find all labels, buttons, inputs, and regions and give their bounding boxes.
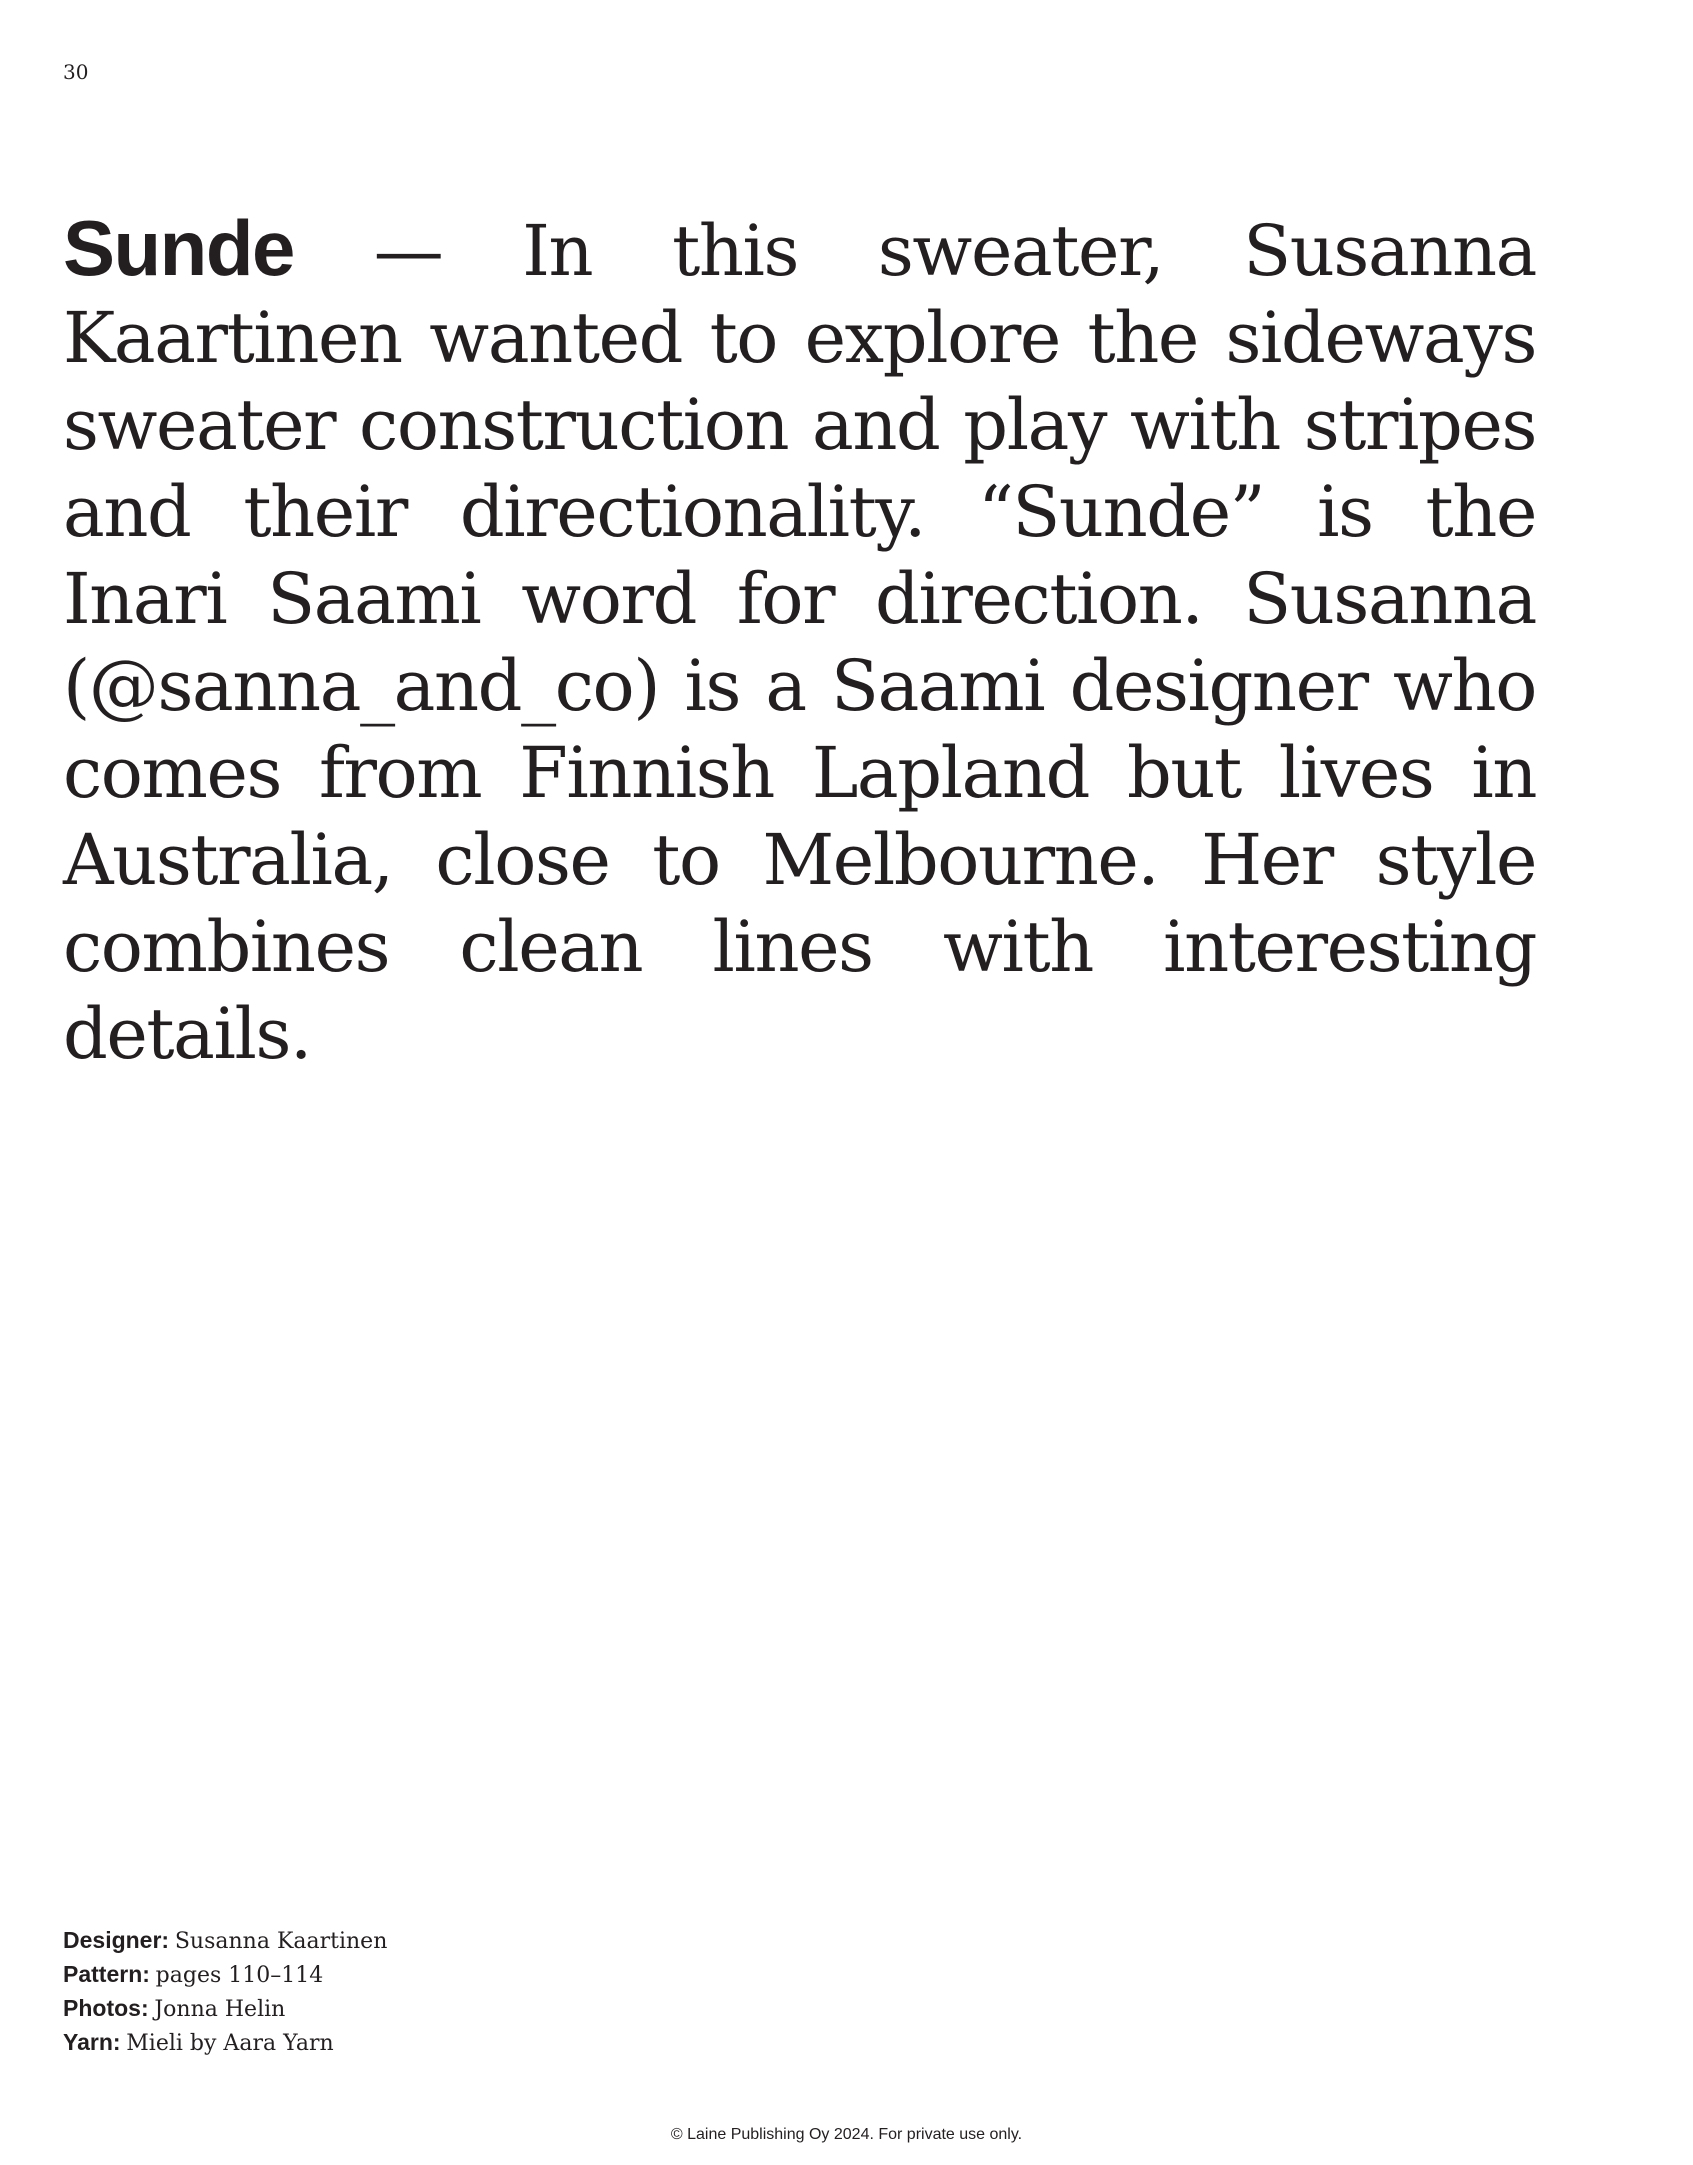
credit-label: Pattern: — [63, 1961, 150, 1987]
credit-value: Susanna Kaartinen — [174, 1929, 388, 1954]
credits-list — [63, 1924, 387, 2060]
credit-yarn — [63, 2026, 387, 2060]
credit-label: Photos: — [63, 1995, 149, 2021]
credit-designer — [63, 1924, 387, 1958]
credit-photos — [63, 1992, 387, 2026]
article-title: Sunde — [63, 204, 294, 292]
page-number: 30 — [63, 60, 89, 84]
credit-value: pages 110–114 — [155, 1963, 324, 1988]
article-body: — In this sweater, Susanna Kaartinen wanted to explore the sideways sweater construction and play with stripes and their directionality. “Sunde” is the Inari Saami word for direction. Susanna (@sanna_and_co) is a Saami designer who comes from Finnish Lapland but lives in Australia, close to Melbourne. Her style combines clean lines with interesting details. — [63, 210, 1536, 1075]
credit-pattern — [63, 1958, 387, 1992]
credit-value: Jonna Helin — [154, 1997, 286, 2022]
credit-value: Mieli by Aara Yarn — [126, 2031, 334, 2056]
article-intro — [63, 205, 1536, 1078]
copyright-footer: © Laine Publishing Oy 2024. For private use only. — [670, 2126, 1023, 2143]
credit-label: Yarn: — [63, 2029, 121, 2055]
credit-label: Designer: — [63, 1927, 170, 1953]
